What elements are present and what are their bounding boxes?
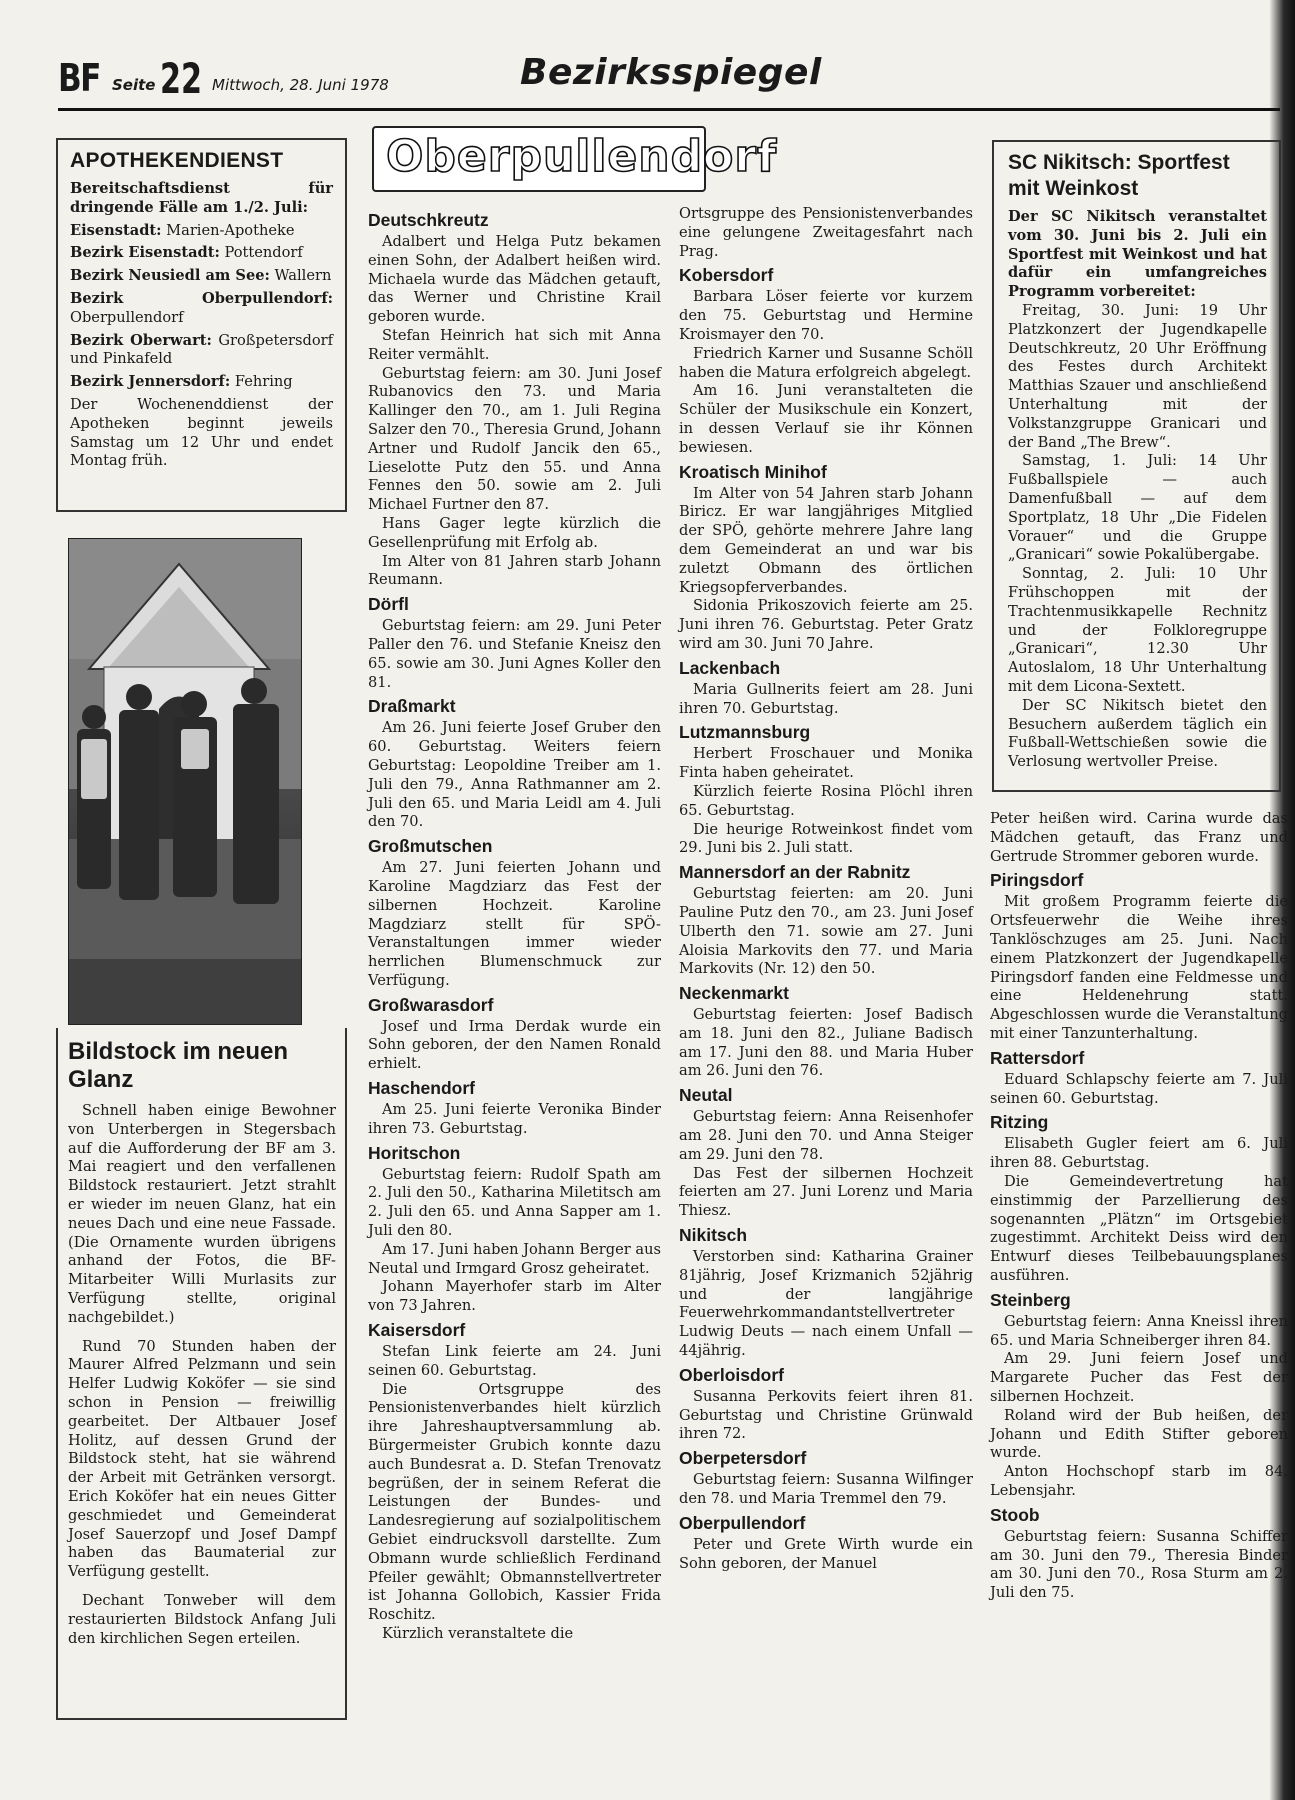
- news-paragraph: Elisabeth Gugler feiert am 6. Juli ihren 88. Geburtstag.: [990, 1135, 1288, 1172]
- town-heading: Rattersdorf: [990, 1047, 1085, 1068]
- district-header: Oberpullendorf: [386, 131, 778, 182]
- apotheken-entry: [70, 244, 333, 263]
- news-paragraph: Herbert Froschauer und Monika Finta haben geheiratet.: [679, 745, 973, 782]
- town-heading: Neutal: [679, 1085, 733, 1106]
- apotheken-entries: [70, 222, 333, 392]
- news-paragraph: Die heurige Rotweinkost findet vom 29. Juni bis 2. Juli statt.: [679, 820, 973, 857]
- apotheken-entry-label: Bezirk Jennersdorf:: [70, 373, 231, 391]
- town-heading: Piringsdorf: [990, 870, 1084, 891]
- news-paragraph: Verstorben sind: Katharina Grainer 81jährig, Josef Krizmanich 52jährig und der langjährige Feuerwehrkommandantstellvertreter Ludwig Deuts — nach einem Unfall — 44jährig.: [679, 1248, 973, 1360]
- district-header-box: [372, 126, 778, 192]
- news-paragraph: Am 27. Juni feierten Johann und Karoline Magdziarz das Fest der silbernen Hochzeit. Karoline Magdziarz stellt für SPÖ-Veranstaltungen immer wieder herrlichen Blumenschmuck zur Verfügung.: [368, 859, 661, 989]
- column-c: [990, 810, 1288, 1603]
- town-heading: Deutschkreutz: [368, 210, 489, 230]
- page-number: 22: [160, 54, 203, 103]
- bildstock-photo: [68, 538, 302, 1025]
- town-heading: Mannersdorf an der Rabnitz: [679, 862, 911, 883]
- news-paragraph: Peter heißen wird. Carina wurde das Mädchen getauft, das Franz und Gertrude Strommer geboren wurde.: [990, 810, 1288, 865]
- sc-paragraph: Der SC Nikitsch bietet den Besuchern außerdem täglich ein Fußball-Wettschießen sowie die Verlosung wertvoller Preise.: [1008, 696, 1267, 771]
- news-paragraph: Geburtstag feiern: Susanna Wilfinger den 78. und Maria Tremmel den 79.: [679, 1471, 973, 1508]
- apotheken-entry-value: Wallern: [269, 267, 332, 285]
- town-heading: Oberpetersdorf: [679, 1448, 807, 1469]
- town-heading: Großmutschen: [368, 836, 493, 857]
- news-paragraph: Geburtstag feierten: Josef Badisch am 18. Juni den 82., Juliane Badisch am 17. Juni den 88. und Maria Huber am 26. Juni den 76.: [679, 1006, 973, 1080]
- news-paragraph: Die Ortsgruppe des Pensionistenverbandes hielt kürzlich ihre Jahreshauptversammlung ab. Bürgermeister Grubich konnte dazu auch Bundesrat a. D. Stefan Trenovatz begrüßen, der in seinem Referat die Leistungen der Bundes- und Landesregierung auf sozialpolitischem Gebiet eindrucksvoll darstellte. Zum Obmann wurde schließlich Ferdinand Pfeiler gewählt; Obmannstellvertreter ist Johanna Gollobich, Kassier Frida Roschitz.: [368, 1380, 661, 1624]
- news-paragraph: Im Alter von 54 Jahren starb Johann Biricz. Er war langjähriges Mitglied der SPÖ, gehörte mehrere Jahre lang dem Gemeinderat an und war bis zuletzt Obmann des örtlichen Kriegsopferverbandes.: [679, 484, 973, 596]
- apotheken-entry: [70, 373, 333, 392]
- sc-body: [1008, 302, 1267, 772]
- news-paragraph: Die Gemeindevertretung hat einstimmig der Parzellierung des sogenannten „Plätzn“ im Ortsgebiet zugestimmt. Architekt Deiss wird den Entwurf dieses Teilbebauungsplanes ausführen.: [990, 1172, 1288, 1284]
- newspaper-logo: BF: [58, 56, 100, 100]
- issue-date: Mittwoch, 28. Juni 1978: [212, 76, 389, 94]
- sc-paragraph: Freitag, 30. Juni: 19 Uhr Platzkonzert der Jugendkapelle Deutschkreutz, 20 Uhr Eröffnung des Festes durch Architekt Matthias Szauer und anschließend Unterhaltung mit der Volkstanzgruppe Granicari und der Band „The Brew“.: [1008, 301, 1267, 451]
- town-heading: Haschendorf: [368, 1078, 475, 1099]
- town-heading: Oberpullendorf: [679, 1512, 806, 1533]
- news-paragraph: Geburtstag feiern: Anna Kneissl ihren 65. und Maria Schneiberger ihren 84.: [990, 1312, 1288, 1349]
- apotheken-footer: Der Wochenenddienst der Apotheken beginnt jeweils Samstag um 12 Uhr und endet Montag früh.: [70, 395, 333, 470]
- news-paragraph: Peter und Grete Wirth wurde ein Sohn geboren, der Manuel: [679, 1535, 973, 1572]
- page-label: Seite: [112, 76, 156, 94]
- town-heading: Neckenmarkt: [679, 983, 789, 1004]
- sc-paragraph: Sonntag, 2. Juli: 10 Uhr Frühschoppen mit der Trachtenmusikkapelle Rechnitz und der Folkloregruppe „Granicari“, 12.30 Uhr Autoslalom, 18 Uhr Unterhaltung mit dem Licona-Sextett.: [1008, 565, 1267, 695]
- news-paragraph: Am 25. Juni feierte Veronika Binder ihren 73. Geburtstag.: [368, 1101, 661, 1137]
- news-paragraph: Roland wird der Bub heißen, der Johann und Edith Stifter geboren wurde.: [990, 1406, 1288, 1462]
- column-a: [368, 206, 661, 1644]
- news-paragraph: Am 29. Juni feiern Josef und Margarete Pucher das Fest der silbernen Hochzeit.: [990, 1350, 1288, 1405]
- news-paragraph: Stefan Heinrich hat sich mit Anna Reiter vermählt.: [368, 326, 661, 363]
- town-heading: Nikitsch: [679, 1225, 748, 1246]
- apotheken-entry-label: Bezirk Neusiedl am See:: [70, 267, 270, 285]
- news-paragraph: Am 16. Juni veranstalteten die Schüler der Musikschule ein Konzert, in dessen Verlauf sie ihr Können bewiesen.: [679, 382, 973, 456]
- apotheken-entry-label: Bezirk Oberpullendorf:: [70, 289, 333, 307]
- apotheken-entry-value: Marien-Apotheke: [161, 221, 295, 239]
- news-paragraph: Johann Mayerhofer starb im Alter von 73 Jahren.: [368, 1278, 661, 1315]
- town-heading: Großwarasdorf: [368, 994, 494, 1015]
- news-paragraph: Mit großem Programm feierte die Ortsfeuerwehr die Weihe ihres Tanklöschzuges am 25. Juni. Nach einem Platzkonzert der Jugendkapelle Piringsdorf fanden eine Feldmesse und eine Heldenehrung statt. Abgeschlossen wurde die Veranstaltung mit einer Tanzunterhaltung.: [990, 893, 1288, 1042]
- news-paragraph: Kürzlich feierte Rosina Plöchl ihren 65. Geburtstag.: [679, 782, 973, 819]
- apotheken-entry-value: Fehring: [230, 373, 293, 391]
- news-paragraph: Maria Gullnerits feiert am 28. Juni ihren 70. Geburtstag.: [679, 680, 973, 717]
- town-heading: Ritzing: [990, 1112, 1049, 1133]
- bildstock-paragraph: Schnell haben einige Bewohner von Unterbergen in Stegersbach auf die Aufforderung der BF am 3. Mai reagiert und den verfallenen Bildstock restauriert. Jetzt strahlt er wieder im neuen Glanz, hat ein neues Dach und eine neue Fassade. (Die Ornamente wurden übrigens anhand der Fotos, die BF-Mitarbeiter Willi Murlasits zur Verfügung stellte, original nachgebildet.): [68, 1102, 336, 1326]
- town-heading: Steinberg: [990, 1289, 1071, 1310]
- apotheken-title: APOTHEKENDIENST: [70, 149, 284, 172]
- apotheken-intro: Bereitschaftsdienst für dringende Fälle am 1./2. Juli:: [70, 180, 333, 216]
- news-paragraph: Adalbert und Helga Putz bekamen einen Sohn, der Adalbert heißen wird. Michaela wurde das Mädchen getauft, das Werner und Christine Krail geboren wurde.: [368, 233, 661, 326]
- news-paragraph: Am 26. Juni feierte Josef Gruber den 60. Geburtstag. Weiters feiern Geburtstag: Leopoldine Treiber am 1. Juli den 79., Anna Rathmanner am 2. Juli den 65. und Maria Leidl am 4. Juli den 70.: [368, 719, 661, 831]
- news-paragraph: Kürzlich veranstaltete die: [382, 1625, 574, 1642]
- news-paragraph: Geburtstag feiern: am 30. Juni Josef Rubanovics den 73. und Maria Kallinger den 70., am 1. Juli Regina Salzer den 70., Theresia Grund, Johann Artner und Rudolf Jancik den 65., Lieselotte Putz den 55. und Anna Fennes den 50. sowie am 2. Juli Michael Furtner den 87.: [368, 364, 661, 514]
- town-heading: Kobersdorf: [679, 265, 774, 286]
- news-paragraph: Sidonia Prikoszovich feierte am 25. Juni ihren 76. Geburtstag. Peter Gratz wird am 30. Juni 70 Jahre.: [679, 597, 973, 652]
- news-paragraph: Hans Gager legte kürzlich die Gesellenprüfung mit Erfolg ab.: [368, 514, 661, 551]
- news-paragraph: Friedrich Karner und Susanne Schöll haben die Matura erfolgreich abgelegt.: [679, 344, 973, 381]
- news-paragraph: Stefan Link feierte am 24. Juni seinen 60. Geburtstag.: [368, 1343, 661, 1379]
- town-heading: Oberloisdorf: [679, 1364, 785, 1385]
- apotheken-entry-value: Pottendorf: [219, 244, 303, 262]
- town-heading: Lutzmannsburg: [679, 722, 811, 743]
- apotheken-box: [56, 138, 347, 512]
- sc-paragraph: Samstag, 1. Juli: 14 Uhr Fußballspiele — auch Damenfußball — auf dem Sportplatz, 18 Uhr „Die Fidelen Vorauer“ und die Gruppe „Granicari“ sowie Pokalübergabe.: [1008, 452, 1267, 564]
- apotheken-entry: [70, 332, 333, 370]
- apotheken-entry-label: Bezirk Oberwart:: [70, 331, 212, 349]
- column-b: [679, 205, 973, 1573]
- news-paragraph: Susanna Perkovits feiert ihren 81. Geburtstag und Christine Grünwald ihren 72.: [679, 1387, 973, 1443]
- town-heading: Kroatisch Minihof: [679, 461, 827, 482]
- news-paragraph: Geburtstag feiern: Anna Reisenhofer am 28. Juni den 70. und Anna Steiger am 29. Juni den 78.: [679, 1108, 973, 1163]
- news-paragraph: Ortsgruppe des Pensionistenverbandes eine gelungene Zweitagesfahrt nach Prag.: [679, 205, 973, 260]
- news-paragraph: Das Fest der silbernen Hochzeit feierten am 27. Juni Lorenz und Maria Thiesz.: [679, 1164, 973, 1220]
- news-paragraph: Im Alter von 81 Jahren starb Johann Reumann.: [368, 552, 661, 589]
- town-heading: Horitschon: [368, 1142, 461, 1163]
- town-heading: Kaisersdorf: [368, 1320, 466, 1341]
- section-title: Bezirksspiegel: [520, 52, 822, 93]
- news-paragraph: Josef und Irma Derdak wurde ein Sohn geboren, der den Namen Ronald erhielt.: [368, 1017, 661, 1073]
- bildstock-title: Bildstock im neuen Glanz: [68, 1038, 289, 1093]
- bildstock-photo-illustration: [69, 539, 301, 1024]
- town-heading: Draßmarkt: [368, 696, 456, 717]
- town-heading: Dörfl: [368, 594, 409, 615]
- apotheken-entry-label: Eisenstadt:: [70, 221, 162, 239]
- apotheken-entry: [70, 267, 333, 286]
- sc-nikitsch-box: [992, 140, 1281, 792]
- news-paragraph: Am 17. Juni haben Johann Berger aus Neutal und Irmgard Grosz geheiratet.: [368, 1240, 661, 1277]
- town-heading: Lackenbach: [679, 657, 781, 678]
- news-paragraph: Geburtstag feierten: am 20. Juni Pauline Putz den 70., am 23. Juni Josef Ulberth den 71. sowie am 27. Juni Aloisia Markovits den 77. und Maria Markovits (Nr. 12) den 50.: [679, 885, 973, 978]
- bildstock-frame: [56, 1028, 347, 1720]
- news-paragraph: Geburtstag feiern: am 29. Juni Peter Paller den 76. und Stefanie Kneisz den 65. sowie am 30. Juni Agnes Koller den 81.: [368, 617, 661, 691]
- news-paragraph: Eduard Schlapschy feierte am 7. Juli seinen 60. Geburtstag.: [990, 1070, 1288, 1107]
- news-paragraph: Barbara Löser feierte vor kurzem den 75. Geburtstag und Hermine Kroismayer den 70.: [679, 288, 973, 343]
- bildstock-paragraph: Rund 70 Stunden haben der Maurer Alfred Pelzmann und sein Helfer Ludwig Koköfer — sie sind schon in Pension — freiwillig gearbeitet. Der Altbauer Josef Holitz, auf dessen Grund der Bildstock steht, hat sie während der Arbeit mit Getränken versorgt. Erich Koköfer hat ein neues Gitter geschmiedet und Gemeinderat Josef Sauerzopf und Josef Dampf haben das Baumaterial zur Verfügung gestellt.: [68, 1337, 336, 1581]
- news-paragraph: Geburtstag feiern: Rudolf Spath am 2. Juli den 50., Katharina Miletitsch am 2. Juli den 65. und Anna Sapper am 1. Juli den 80.: [368, 1165, 661, 1240]
- news-paragraph: Anton Hochschopf starb im 84. Lebensjahr.: [990, 1463, 1288, 1499]
- news-paragraph: Geburtstag feiern: Susanna Schiffer am 30. Juni den 79., Theresia Binder am 30. Juni den 70., Rosa Sturm am 2. Juli den 75.: [990, 1527, 1288, 1602]
- sc-lead: Der SC Nikitsch veranstaltet vom 30. Juni bis 2. Juli ein Sportfest mit Weinkost und hat dafür ein umfangreiches Programm vorbereitet:: [1008, 208, 1267, 301]
- bildstock-paragraph: Dechant Tonweber will dem restaurierten Bildstock Anfang Juli den kirchlichen Segen erteilen.: [68, 1591, 336, 1647]
- apotheken-entry: [70, 222, 333, 241]
- apotheken-entry-value: Oberpullendorf: [70, 308, 184, 326]
- sc-title: SC Nikitsch: Sportfest mit Weinkost: [1008, 151, 1230, 200]
- masthead: [58, 52, 1280, 111]
- town-heading: Stoob: [990, 1504, 1040, 1525]
- apotheken-entry-label: Bezirk Eisenstadt:: [70, 244, 220, 262]
- apotheken-entry-value: Großpetersdorf und Pinkafeld: [70, 331, 334, 368]
- apotheken-entry: [70, 290, 333, 328]
